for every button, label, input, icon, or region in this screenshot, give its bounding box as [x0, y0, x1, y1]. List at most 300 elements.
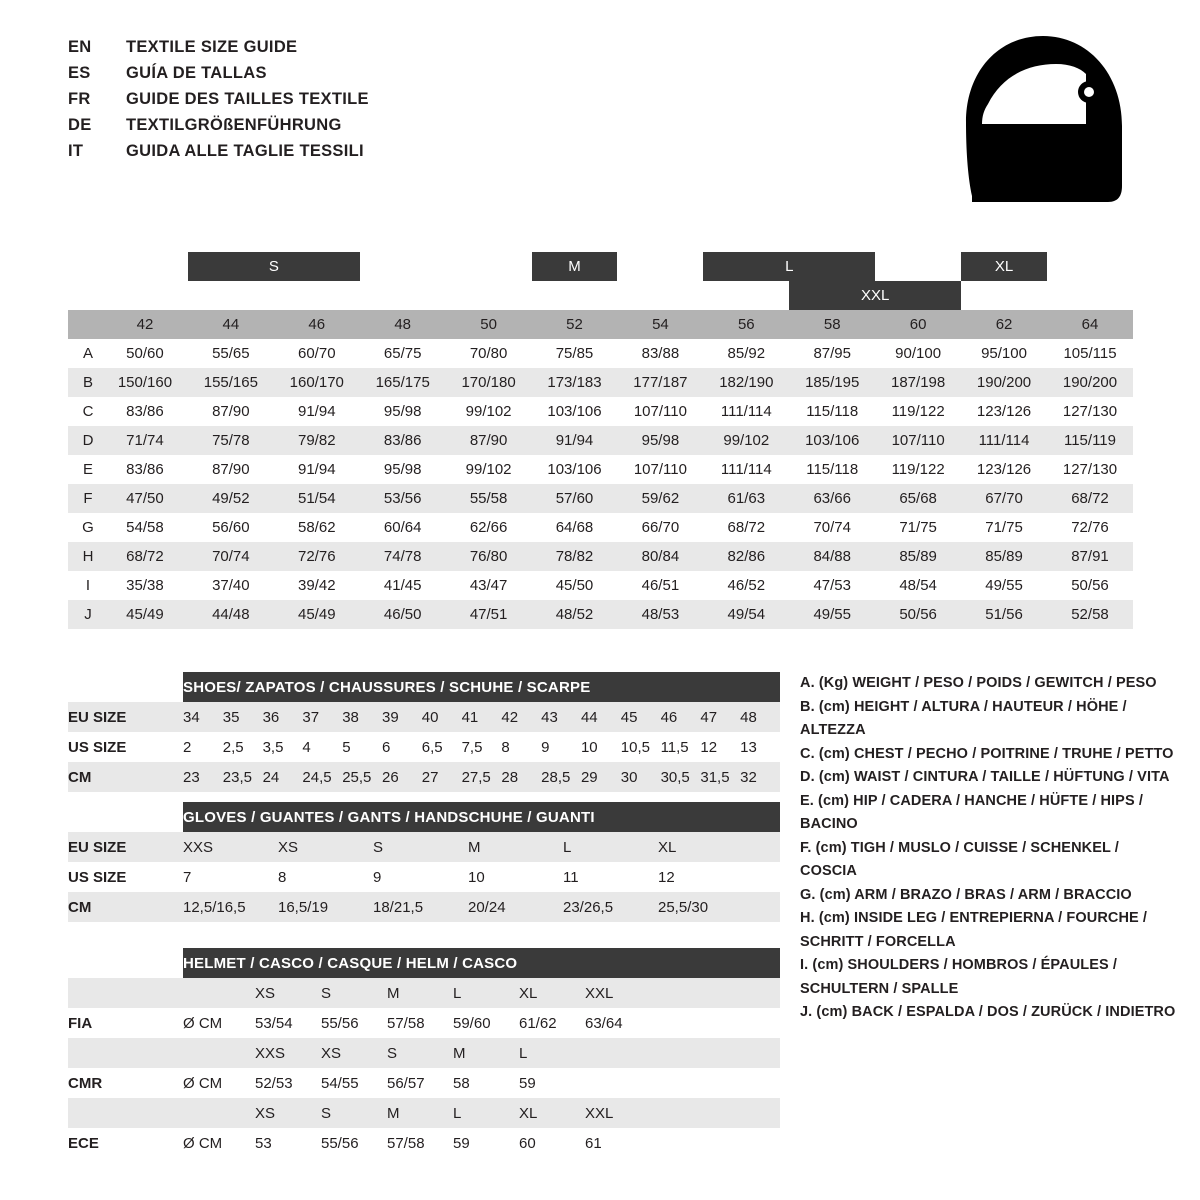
cell: 85/89 — [899, 548, 937, 565]
size-col-50: 50 — [480, 316, 497, 333]
cell: 99/102 — [723, 432, 770, 449]
cell: 27 — [421, 768, 439, 786]
cell-empty — [585, 1068, 651, 1098]
cell: 45/49 — [298, 606, 336, 623]
cell-empty — [585, 1038, 651, 1068]
cell: 83/88 — [641, 345, 680, 362]
shoes-cm-label: CM — [68, 768, 92, 786]
cell: 48/54 — [899, 577, 937, 594]
spacer — [68, 1038, 183, 1068]
helmet-fia-value-row — [68, 1008, 780, 1038]
cell-empty — [651, 978, 780, 1008]
legend-line-i: I. (cm) SHOULDERS / HOMBROS / ÉPAULES / — [800, 957, 1118, 973]
header-row — [68, 142, 369, 168]
cell: 55/65 — [212, 345, 250, 362]
table-row — [68, 455, 1133, 484]
cell: 44 — [580, 708, 598, 726]
cell: 23/26,5 — [563, 898, 614, 916]
table-row — [68, 571, 1133, 600]
cell: 127/130 — [1062, 403, 1118, 420]
band-empty — [617, 252, 703, 281]
cell: 57/60 — [555, 490, 594, 507]
cell: 28,5 — [541, 768, 571, 786]
cell: 6 — [381, 738, 391, 756]
cell: 119/122 — [891, 403, 945, 420]
cell: 111/114 — [978, 432, 1030, 449]
cell: 24,5 — [302, 768, 332, 786]
cell: 123/126 — [976, 403, 1032, 420]
shoes-eu-label: EU SIZE — [68, 708, 127, 726]
cell: 10,5 — [620, 738, 650, 756]
cell: 4 — [302, 738, 311, 756]
cell-empty — [651, 1068, 780, 1098]
shoes-table — [68, 672, 780, 792]
cell: 49/55 — [813, 606, 851, 623]
cell-empty — [183, 1038, 255, 1068]
helmet-ece-size-row — [68, 1098, 780, 1128]
cell: 55/56 — [321, 1014, 359, 1032]
cell: 72/76 — [1071, 519, 1109, 536]
cell: 87/90 — [212, 461, 250, 478]
cell: 53/54 — [255, 1014, 293, 1032]
cell: 48/52 — [555, 606, 594, 623]
cell: 60/64 — [383, 519, 422, 536]
cell: XL — [519, 1104, 538, 1122]
cell: 34 — [183, 708, 200, 726]
cell: 51/56 — [985, 606, 1023, 623]
band-empty — [875, 252, 961, 281]
cell: S — [321, 1104, 332, 1122]
cell: 43/47 — [469, 577, 508, 594]
cell: 190/200 — [976, 374, 1032, 391]
gloves-section — [68, 802, 780, 922]
cell: 71/75 — [985, 519, 1023, 536]
cell: 190/200 — [1062, 374, 1118, 391]
cell: 25,5 — [342, 768, 372, 786]
table-row — [68, 702, 780, 732]
cell: 49/54 — [727, 606, 766, 623]
cell: 41/45 — [383, 577, 422, 594]
cell: 36 — [262, 708, 280, 726]
cell: 32 — [740, 768, 757, 786]
cell: M — [453, 1044, 466, 1062]
legend-line-c: C. (cm) CHEST / PECHO / POITRINE / TRUHE / PETTO — [800, 745, 1174, 762]
cell: 60/70 — [298, 345, 336, 362]
cell: 79/82 — [298, 432, 336, 449]
cell: 59/60 — [453, 1014, 491, 1032]
cell: 95/98 — [383, 461, 422, 478]
cell: XS — [255, 984, 276, 1002]
size-band-row — [68, 252, 1133, 281]
cell: 54/58 — [126, 519, 164, 536]
size-col-44: 44 — [222, 316, 240, 333]
helmet-cmr-value-row — [68, 1068, 780, 1098]
cell: M — [468, 838, 481, 856]
gloves-us-label: US SIZE — [68, 868, 127, 886]
cell: 50/56 — [1071, 577, 1109, 594]
cell: 87/91 — [1071, 548, 1109, 565]
cell: 75/78 — [212, 432, 250, 449]
cell: M — [387, 984, 400, 1002]
cell: 35/38 — [126, 577, 164, 594]
cell: 68/72 — [727, 519, 766, 536]
cell: 53/56 — [383, 490, 422, 507]
table-row — [68, 762, 780, 792]
cell: 103/106 — [547, 461, 602, 478]
cell: 177/187 — [633, 374, 688, 391]
cell: 91/94 — [298, 461, 336, 478]
gloves-eu-label: EU SIZE — [68, 838, 127, 856]
size-col-46: 46 — [308, 316, 326, 333]
cell: 56/57 — [387, 1074, 425, 1092]
cell: 83/86 — [126, 403, 164, 420]
cell: 107/110 — [891, 432, 945, 449]
spacer — [68, 1098, 183, 1128]
cell: 63/66 — [813, 490, 851, 507]
header-row — [68, 64, 369, 90]
cell: 58 — [453, 1074, 470, 1092]
cell-empty — [651, 1128, 780, 1158]
size-col-52: 52 — [566, 316, 583, 333]
cell: 42 — [501, 708, 519, 726]
cell: XS — [255, 1104, 276, 1122]
cell: 6,5 — [421, 738, 443, 756]
cell: 51/54 — [298, 490, 336, 507]
cell: 27,5 — [461, 768, 491, 786]
cell: 43 — [541, 708, 558, 726]
cell: L — [519, 1044, 528, 1062]
cell: 82/86 — [727, 548, 766, 565]
cell: 48 — [740, 708, 757, 726]
cell: 99/102 — [465, 403, 512, 420]
row-label-j: J — [84, 606, 92, 623]
cell: 107/110 — [633, 403, 687, 420]
cell: S — [387, 1044, 398, 1062]
table-row — [68, 426, 1133, 455]
cell: 20/24 — [468, 898, 506, 916]
cell: 8 — [278, 868, 287, 886]
header-lang-code: EN — [68, 38, 92, 56]
table-row — [68, 732, 780, 762]
cell: 70/80 — [469, 345, 508, 362]
cell: 47/53 — [813, 577, 851, 594]
cell: 49/52 — [212, 490, 250, 507]
size-band-l: L — [703, 252, 875, 281]
cell: 111/114 — [720, 403, 772, 420]
band-empty — [68, 281, 102, 310]
cell: 85/92 — [727, 345, 766, 362]
band-empty — [102, 281, 789, 310]
cell: XS — [321, 1044, 342, 1062]
cell: 75/85 — [555, 345, 594, 362]
cell: 65/75 — [383, 345, 422, 362]
cell: 9 — [373, 868, 382, 886]
row-label-f: F — [83, 490, 93, 507]
cell: 28 — [501, 768, 519, 786]
cell: 39/42 — [298, 577, 336, 594]
legend-line-b: B. (cm) HEIGHT / ALTURA / HAUTEUR / HÖHE / ALTEZZA — [800, 698, 1127, 738]
cell-empty — [183, 978, 255, 1008]
helmet-ece-value-row — [68, 1128, 780, 1158]
cell: S — [321, 984, 332, 1002]
cell: 87/95 — [813, 345, 851, 362]
cell: 48/53 — [641, 606, 680, 623]
table-row — [68, 862, 780, 892]
table-row — [68, 368, 1133, 397]
cell: 30,5 — [660, 768, 690, 786]
cell: 103/106 — [805, 432, 860, 449]
row-label-b: B — [82, 374, 93, 391]
size-band-row-2 — [68, 281, 1133, 310]
cell: 13 — [740, 738, 757, 756]
cell: 59/62 — [641, 490, 680, 507]
cell: 123/126 — [976, 461, 1032, 478]
cell: 37 — [302, 708, 320, 726]
cell: 70/74 — [212, 548, 250, 565]
cell: 173/183 — [547, 374, 602, 391]
cell: 59 — [453, 1134, 470, 1152]
helmet-ece-label: ECE — [68, 1134, 99, 1152]
cell: 115/118 — [806, 403, 859, 420]
cell: 11,5 — [660, 738, 689, 756]
cell: 61/62 — [519, 1014, 557, 1032]
cell: 12 — [700, 738, 718, 756]
cell: 16,5/19 — [278, 898, 329, 916]
legend-line-j: J. (cm) BACK / ESPALDA / DOS / ZURÜCK / INDIETRO — [800, 1004, 1176, 1020]
shoes-us-label: US SIZE — [68, 738, 127, 756]
cell: 62/66 — [469, 519, 508, 536]
cell: 40 — [421, 708, 439, 726]
cell: 182/190 — [719, 374, 774, 391]
cell: 111/114 — [720, 461, 772, 478]
cell: 66/70 — [641, 519, 680, 536]
cell: 127/130 — [1062, 461, 1118, 478]
size-col-56: 56 — [737, 316, 755, 333]
cell: XXS — [255, 1044, 286, 1062]
helmet-title: HELMET / CASCO / CASQUE / HELM / CASCO — [183, 948, 780, 978]
cell: 9 — [541, 738, 550, 756]
cell: 7 — [183, 868, 192, 886]
cell: 87/90 — [212, 403, 250, 420]
cell: 56/60 — [212, 519, 250, 536]
cell: 70/74 — [813, 519, 851, 536]
header-lang-code: ES — [68, 64, 91, 82]
gloves-title: GLOVES / GUANTES / GANTS / HANDSCHUHE / GUANTI — [183, 802, 780, 832]
cell: 165/175 — [375, 374, 430, 391]
legend-line-h-cont: SCHRITT / FORCELLA — [800, 933, 956, 950]
spacer — [68, 978, 183, 1008]
size-col-42: 42 — [136, 316, 154, 333]
helmet-fia-label: FIA — [68, 1014, 93, 1032]
cell: 24 — [262, 768, 280, 786]
size-grid — [68, 252, 1133, 629]
shoes-title: SHOES/ ZAPATOS / CHAUSSURES / SCHUHE / SCARPE — [183, 672, 780, 702]
cell: 90/100 — [895, 345, 942, 362]
cell: 45/49 — [126, 606, 164, 623]
cell: 83/86 — [126, 461, 164, 478]
table-row — [68, 892, 780, 922]
size-col-62: 62 — [995, 316, 1013, 333]
helmet-section — [68, 948, 780, 1158]
cell: 10 — [580, 738, 598, 756]
header-language-list — [68, 38, 369, 168]
spacer — [68, 948, 183, 978]
cell: 57/58 — [387, 1014, 425, 1032]
cell: 84/88 — [813, 548, 851, 565]
cell: 115/118 — [806, 461, 859, 478]
cell: 10 — [468, 868, 485, 886]
textile-size-table — [68, 252, 1133, 629]
cell: 47/51 — [469, 606, 508, 623]
cell: 25,5/30 — [658, 898, 709, 916]
size-band-m: M — [532, 252, 618, 281]
shoes-section — [68, 672, 780, 792]
band-empty — [1047, 252, 1133, 281]
size-col-48: 48 — [394, 316, 412, 333]
helmet-title-row — [68, 948, 780, 978]
table-row — [68, 832, 780, 862]
legend-line-d: D. (cm) WAIST / CINTURA / TAILLE / HÜFTUNG / VITA — [800, 769, 1170, 785]
cell: 91/94 — [555, 432, 594, 449]
cell: 87/90 — [469, 432, 508, 449]
cell: 45/50 — [555, 577, 594, 594]
cell: 3,5 — [262, 738, 284, 756]
cell: 12 — [658, 868, 675, 886]
cell: 46/52 — [727, 577, 766, 594]
band-empty — [360, 252, 532, 281]
cell: 12,5/16,5 — [183, 898, 246, 916]
cell: 67/70 — [985, 490, 1023, 507]
spacer — [68, 672, 183, 702]
cell: 30 — [620, 768, 638, 786]
cell: 31,5 — [700, 768, 730, 786]
cell: 160/170 — [289, 374, 344, 391]
cell: 52/58 — [1071, 606, 1109, 623]
header-title-es: GUÍA DE TALLAS — [126, 64, 267, 82]
cell: 18/21,5 — [373, 898, 424, 916]
cell: 52/53 — [255, 1074, 293, 1092]
cell: XL — [658, 838, 677, 856]
cell: 107/110 — [633, 461, 687, 478]
row-label-e: E — [82, 461, 93, 478]
gloves-title-row — [68, 802, 780, 832]
cell: M — [387, 1104, 400, 1122]
legend-line-e: E. (cm) HIP / CADERA / HANCHE / HÜFTE / HIPS / BACINO — [800, 792, 1143, 832]
cell: 103/106 — [547, 403, 602, 420]
cell: L — [453, 984, 462, 1002]
header-lang-code: FR — [68, 90, 91, 108]
row-label-a: A — [82, 345, 93, 362]
cell: 2,5 — [222, 738, 244, 756]
cell: 95/98 — [383, 403, 422, 420]
cell: 61 — [585, 1134, 602, 1152]
cell: 5 — [342, 738, 351, 756]
cell: 187/198 — [891, 374, 946, 391]
legend-line-f: F. (cm) TIGH / MUSLO / CUISSE / SCHENKEL / COSCIA — [800, 839, 1119, 879]
cell-empty — [183, 1098, 255, 1128]
band-empty — [102, 252, 188, 281]
cell: 60 — [519, 1134, 536, 1152]
helmet-cmr-label: CMR — [68, 1074, 103, 1092]
spacer — [68, 802, 183, 832]
cell: 26 — [381, 768, 399, 786]
row-label-i: I — [85, 577, 91, 594]
helmet-fia-size-row — [68, 978, 780, 1008]
cell: 155/165 — [203, 374, 258, 391]
row-label-d: D — [82, 432, 94, 449]
shoes-title-row — [68, 672, 780, 702]
header-row — [68, 90, 369, 116]
cell: 29 — [580, 768, 598, 786]
gloves-table — [68, 802, 780, 922]
cell: 91/94 — [298, 403, 336, 420]
table-row — [68, 484, 1133, 513]
cell: 115/119 — [1063, 432, 1116, 449]
cell: XS — [278, 838, 299, 856]
header-row — [68, 38, 369, 64]
cell: L — [453, 1104, 462, 1122]
cell: XXS — [183, 838, 214, 856]
helmet-table — [68, 948, 780, 1158]
helmet-cmr-size-row — [68, 1038, 780, 1068]
table-row — [68, 513, 1133, 542]
cell: 150/160 — [117, 374, 173, 391]
size-number-header-row — [68, 310, 1133, 339]
cell: 50/56 — [899, 606, 937, 623]
cell: 59 — [519, 1074, 536, 1092]
size-band-s: S — [188, 252, 360, 281]
band-empty — [961, 281, 1047, 310]
cell: 41 — [461, 708, 479, 726]
cell: 85/89 — [985, 548, 1023, 565]
cell: 95/98 — [641, 432, 680, 449]
cell: 45 — [620, 708, 638, 726]
cell-empty — [651, 1008, 780, 1038]
cell: 39 — [381, 708, 399, 726]
cell: 71/74 — [126, 432, 164, 449]
size-col-60: 60 — [909, 316, 927, 333]
header-title-fr: GUIDE DES TAILLES TEXTILE — [126, 90, 369, 108]
cell: 68/72 — [126, 548, 164, 565]
cell: 61/63 — [727, 490, 766, 507]
cell: 8 — [501, 738, 510, 756]
cell-empty — [753, 892, 780, 922]
cell: 37/40 — [212, 577, 250, 594]
cell: 7,5 — [461, 738, 483, 756]
cell: 63/64 — [585, 1014, 623, 1032]
cell: 57/58 — [387, 1134, 425, 1152]
cell: 23 — [183, 768, 200, 786]
table-row — [68, 339, 1133, 368]
cell: 49/55 — [985, 577, 1023, 594]
table-row — [68, 542, 1133, 571]
cell: 105/115 — [1063, 345, 1117, 362]
cell: S — [373, 838, 384, 856]
legend-line-i-cont: SCHULTERN / SPALLE — [800, 980, 959, 997]
cell: 55/56 — [321, 1134, 359, 1152]
helmet-fia-unit: Ø CM — [183, 1014, 223, 1032]
legend-line-h: H. (cm) INSIDE LEG / ENTREPIERNA / FOURCHE / — [800, 910, 1148, 926]
size-col-64: 64 — [1081, 316, 1099, 333]
cell: 170/180 — [461, 374, 516, 391]
size-band-xxl: XXL — [789, 281, 961, 310]
cell: 71/75 — [899, 519, 937, 536]
cell-empty — [753, 862, 780, 892]
cell: 53 — [255, 1134, 272, 1152]
cell: 11 — [563, 868, 579, 886]
cell: 76/80 — [469, 548, 508, 565]
header-title-de: TEXTILGRÖßENFÜHRUNG — [126, 116, 342, 134]
